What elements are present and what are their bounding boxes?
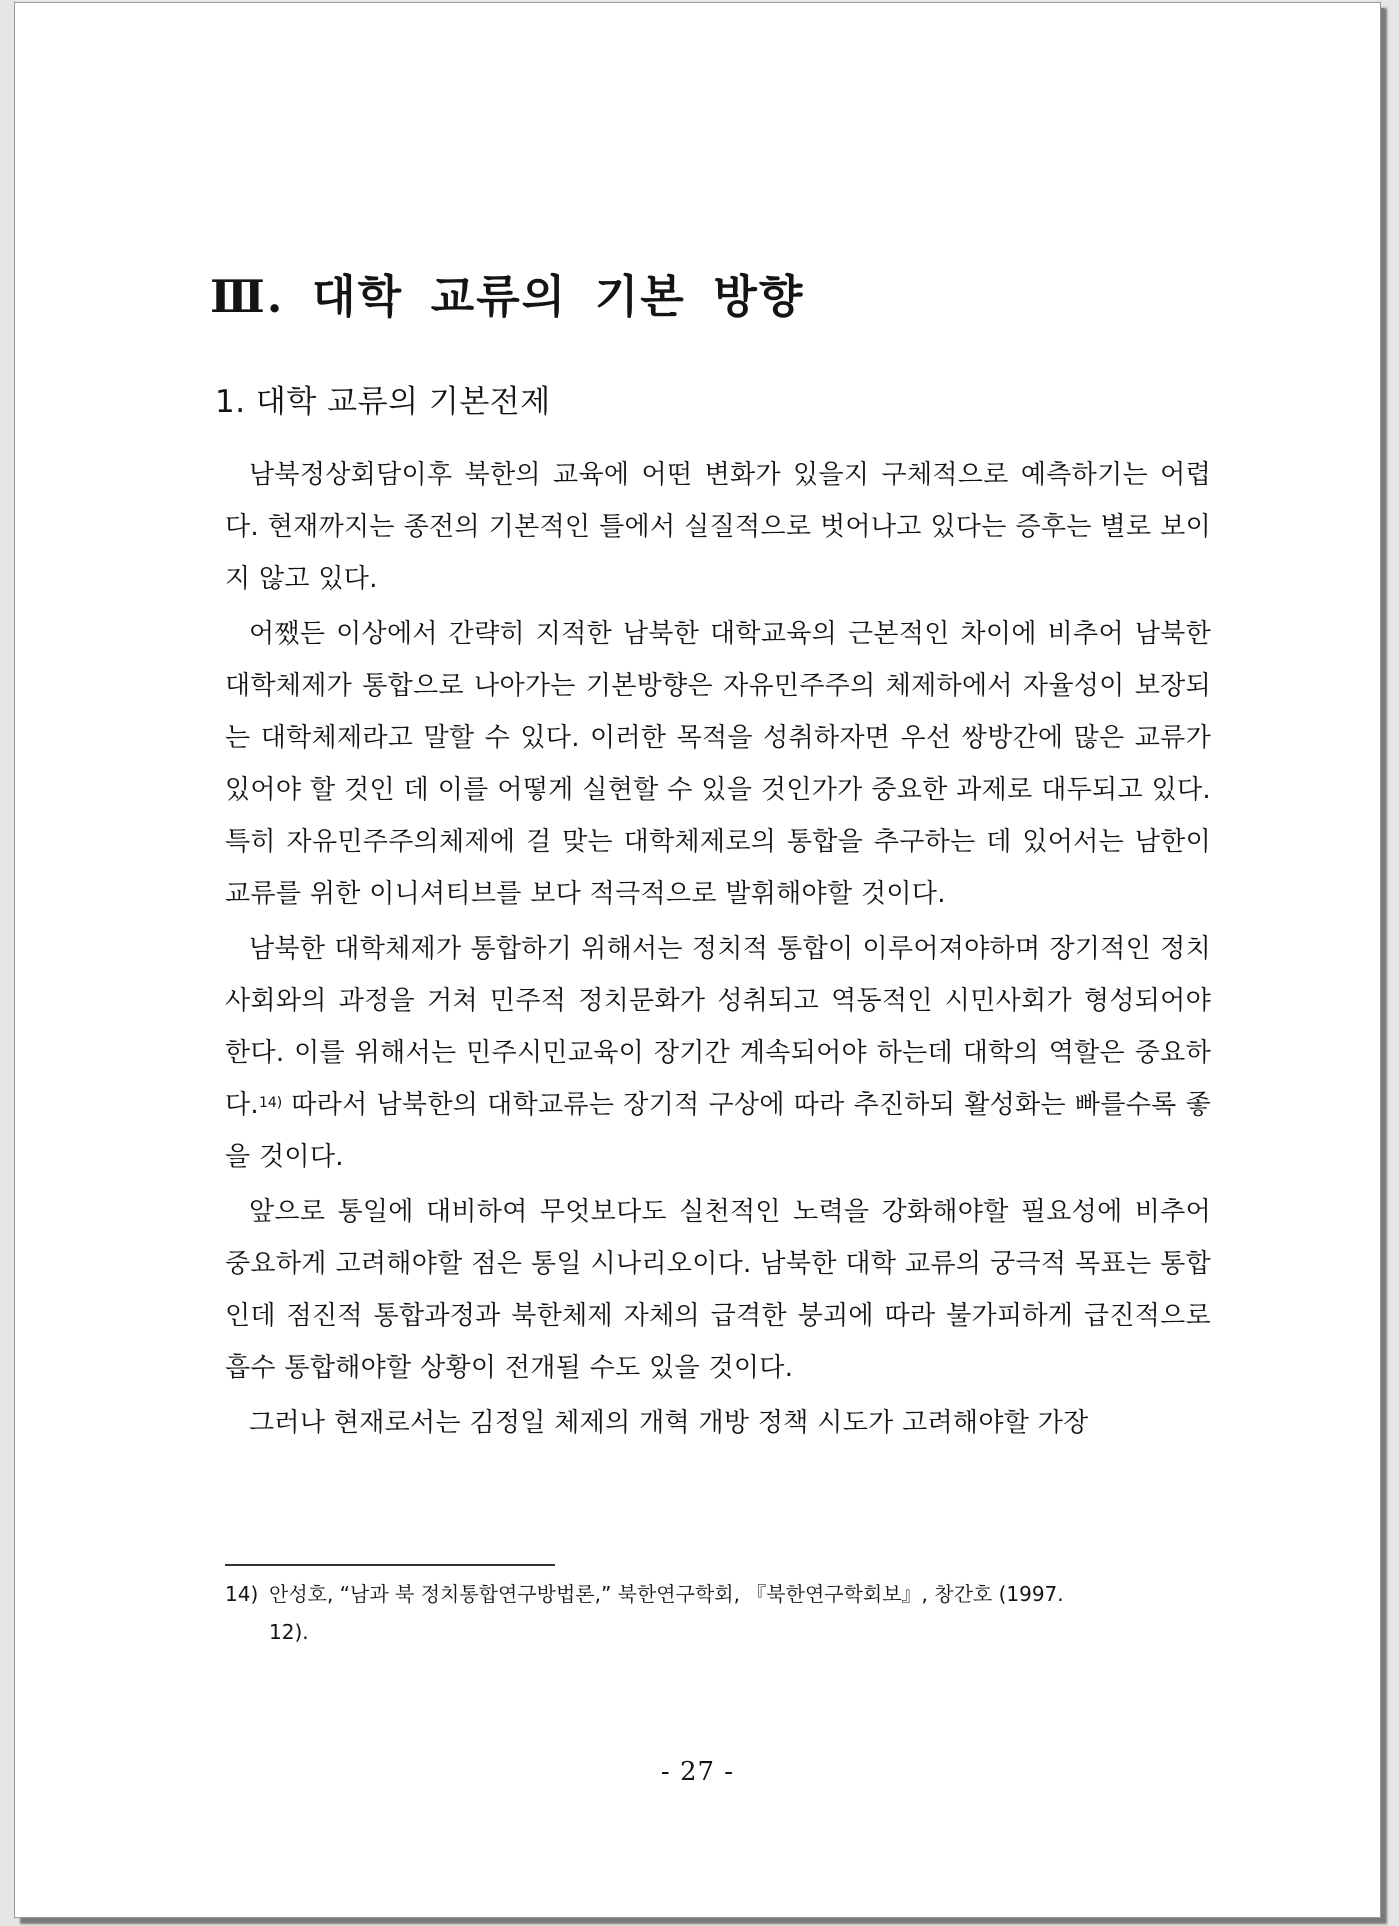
chapter-title: Ⅲ. 대학 교류의 기본 방향 bbox=[210, 270, 805, 323]
paragraph-3 bbox=[225, 923, 1211, 1183]
paragraph-4: 앞으로 통일에 대비하여 무엇보다도 실천적인 노력을 강화해야할 필요성에 비추어 중요하게 고려해야할 점은 통일 시나리오이다. 남북한 대학 교류의 궁극적 목표는 통합인데 점진적 통합과정과 북한체제 자체의 급격한 붕괴에 따라 불가피하게 급진적으로 흡수 통합해야할 상황이 전개될 수도 있을 것이다. bbox=[225, 1197, 1211, 1383]
footnote-citation: 안성호, “남과 북 정치통합연구방법론,” 북한연구학회, 『북한연구학회보』, 창간호 (1997. bbox=[269, 1582, 1064, 1606]
footnote-reference: 14) bbox=[258, 1095, 283, 1111]
footnote-divider bbox=[225, 1564, 555, 1566]
paragraph-3-text-after: 따라서 남북한의 대학교류는 장기적 구상에 따라 추진하되 활성화는 빠를수록 좋을 것이다. bbox=[225, 1090, 1211, 1172]
paragraph-2: 어쨌든 이상에서 간략히 지적한 남북한 대학교육의 근본적인 차이에 비추어 남북한 대학체제가 통합으로 나아가는 기본방향은 자유민주주의 체제하에서 자율성이 보장되는 대학체제라고 말할 수 있다. 이러한 목적을 성취하자면 우선 쌍방간에 많은 교류가 있어야 할 것인 데 이를 어떻게 실현할 수 있을 것인가가 중요한 과제로 대두되고 있다. 특히 자유민주주의체제에 걸 맞는 대학체제로의 통합을 추구하는 데 있어서는 남한이 교류를 위한 이니셔티브를 보다 적극적으로 발휘해야할 것이다. bbox=[225, 619, 1211, 909]
paragraph-5: 그러나 현재로서는 김정일 체제의 개혁 개방 정책 시도가 고려해야할 가장 bbox=[249, 1408, 1089, 1438]
footnote-line-2: 12). bbox=[269, 1620, 309, 1644]
footnote-line-1 bbox=[225, 1575, 1211, 1613]
footnote-number: 14) bbox=[225, 1582, 259, 1606]
page-number: - 27 - bbox=[660, 1757, 735, 1787]
paragraph-3-text-before: 남북한 대학체제가 통합하기 위해서는 정치적 통합이 이루어져야하며 장기적인 정치사회와의 과정을 거쳐 민주적 정치문화가 성취되고 역동적인 시민사회가 형성되어야 한다. 이를 위해서는 민주시민교육이 장기간 계속되어야 하는데 대학의 역할은 중요하다. bbox=[225, 934, 1211, 1120]
footnote bbox=[225, 1575, 1211, 1651]
document-page bbox=[14, 2, 1381, 1918]
body-text bbox=[225, 449, 1211, 1452]
section-title: 1. 대학 교류의 기본전제 bbox=[215, 384, 551, 420]
paragraph-1: 남북정상회담이후 북한의 교육에 어떤 변화가 있을지 구체적으로 예측하기는 어렵다. 현재까지는 종전의 기본적인 틀에서 실질적으로 벗어나고 있다는 증후는 별로 보이지 않고 있다. bbox=[225, 460, 1211, 594]
